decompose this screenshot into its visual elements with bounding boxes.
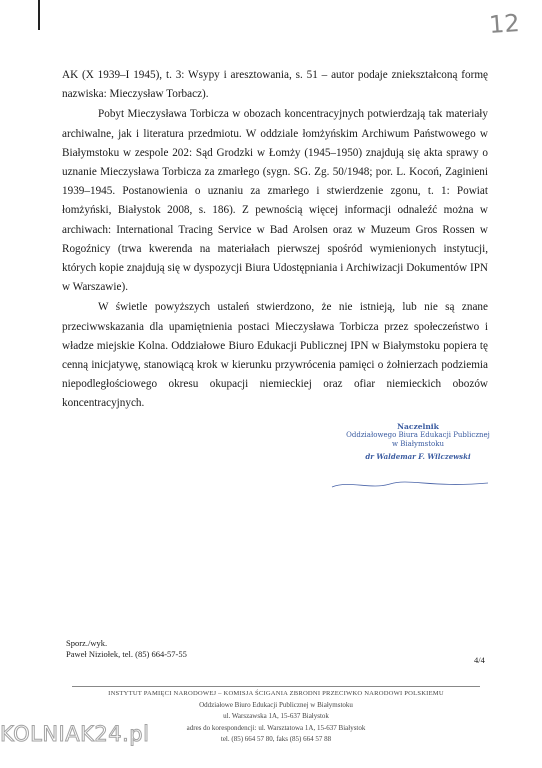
footer-address: ul. Warszawska 1A, 15-637 Białystok: [223, 712, 329, 720]
prepared-label: Sporz./wyk.: [66, 638, 108, 648]
footer-institute: INSTYTUT PAMIĘCI NARODOWEJ – KOMISJA ŚCIGANIA ZBRODNI PRZECIWKO NARODOWI POLSKIEMU: [108, 690, 444, 697]
footer-office: Oddziałowe Biuro Edukacji Publicznej w Białymstoku: [199, 700, 353, 709]
signature-scribble: [330, 478, 490, 492]
margin-rule: [38, 0, 40, 30]
stamp-line-2: w Białymstoku: [391, 440, 444, 448]
stamp-line-1: Oddziałowego Biura Edukacji Publicznej: [346, 431, 490, 439]
site-watermark: KOLNIAK24.pl: [0, 722, 150, 746]
paragraph-2: Pobyt Mieczysława Torbicza w obozach koncentracyjnych potwierdzają tak materiały archiwalne, jak i literatura przedmiotu. W oddziale łomżyńskim Archiwum Państwowego w Białymstoku w zespole 202: Sąd Grodzki w Łomży (1945–1950) znajdują się akta sprawy o uznanie Mieczysława Torbicza za zmarłego (sygn. SG. Zg. 50/1948; por. L. Kocoń, Zaginieni 1939–1945. Postanowienia o uznaniu za zmarłego i stwierdzenie zgonu, t. 1: Powiat łomżyński, Białystok 2008, s. 186). Z pewnością więcej informacji odnaleźć można w archiwach: International Tracing Service w Bad Arolsen oraz w Muzeum Gros Rossen w Rogoźnicy (trwa kwerenda na materiałach pierwszej spośród wymienionych instytucji, których kopie znajdują się w dyspozycji Biura Udostępniania i Archiwizacji Dokumentów IPN w Warszawie).: [62, 108, 488, 294]
prepared-name: Paweł Niziołek, tel. (85) 664-57-55: [66, 649, 187, 659]
stamp-name: dr Waldemar F. Wilczewski: [365, 452, 471, 461]
footer-divider: [72, 686, 480, 687]
footer-phone: tel. (85) 664 57 80, faks (85) 664 57 88: [220, 735, 332, 743]
prepared-by: [66, 638, 187, 660]
paragraph-1: AK (X 1939–I 1945), t. 3: Wsypy i aresztowania, s. 51 – autor podaje zniekształconą formę nazwiska: Mieczysław Torbacz).: [62, 69, 488, 101]
stamp-title: Naczelnik: [397, 422, 439, 431]
official-stamp: [318, 422, 518, 461]
letter-body: [62, 66, 488, 415]
handwritten-page-mark: 12: [488, 8, 521, 40]
footer-correspondence: adres do korespondencji: ul. Warsztatowa 1A, 15-637 Białystok: [186, 723, 366, 732]
page-number: 4/4: [474, 655, 485, 665]
paragraph-3: W świetle powyższych ustaleń stwierdzono, że nie istnieją, lub nie są znane przeciwwskazania dla upamiętnienia postaci Mieczysława Torbicza przez społeczeństwo i władze miejskie Kolna. Oddziałowe Biuro Edukacji Publicznej IPN w Białymstoku popiera tę cenną inicjatywę, stanowiącą krok w kierunku przywrócenia pamięci o żołnierzach podziemia niepodległościowego okresu okupacji niemieckiej oraz ofiar niemieckich obozów koncentracyjnych.: [62, 301, 488, 410]
